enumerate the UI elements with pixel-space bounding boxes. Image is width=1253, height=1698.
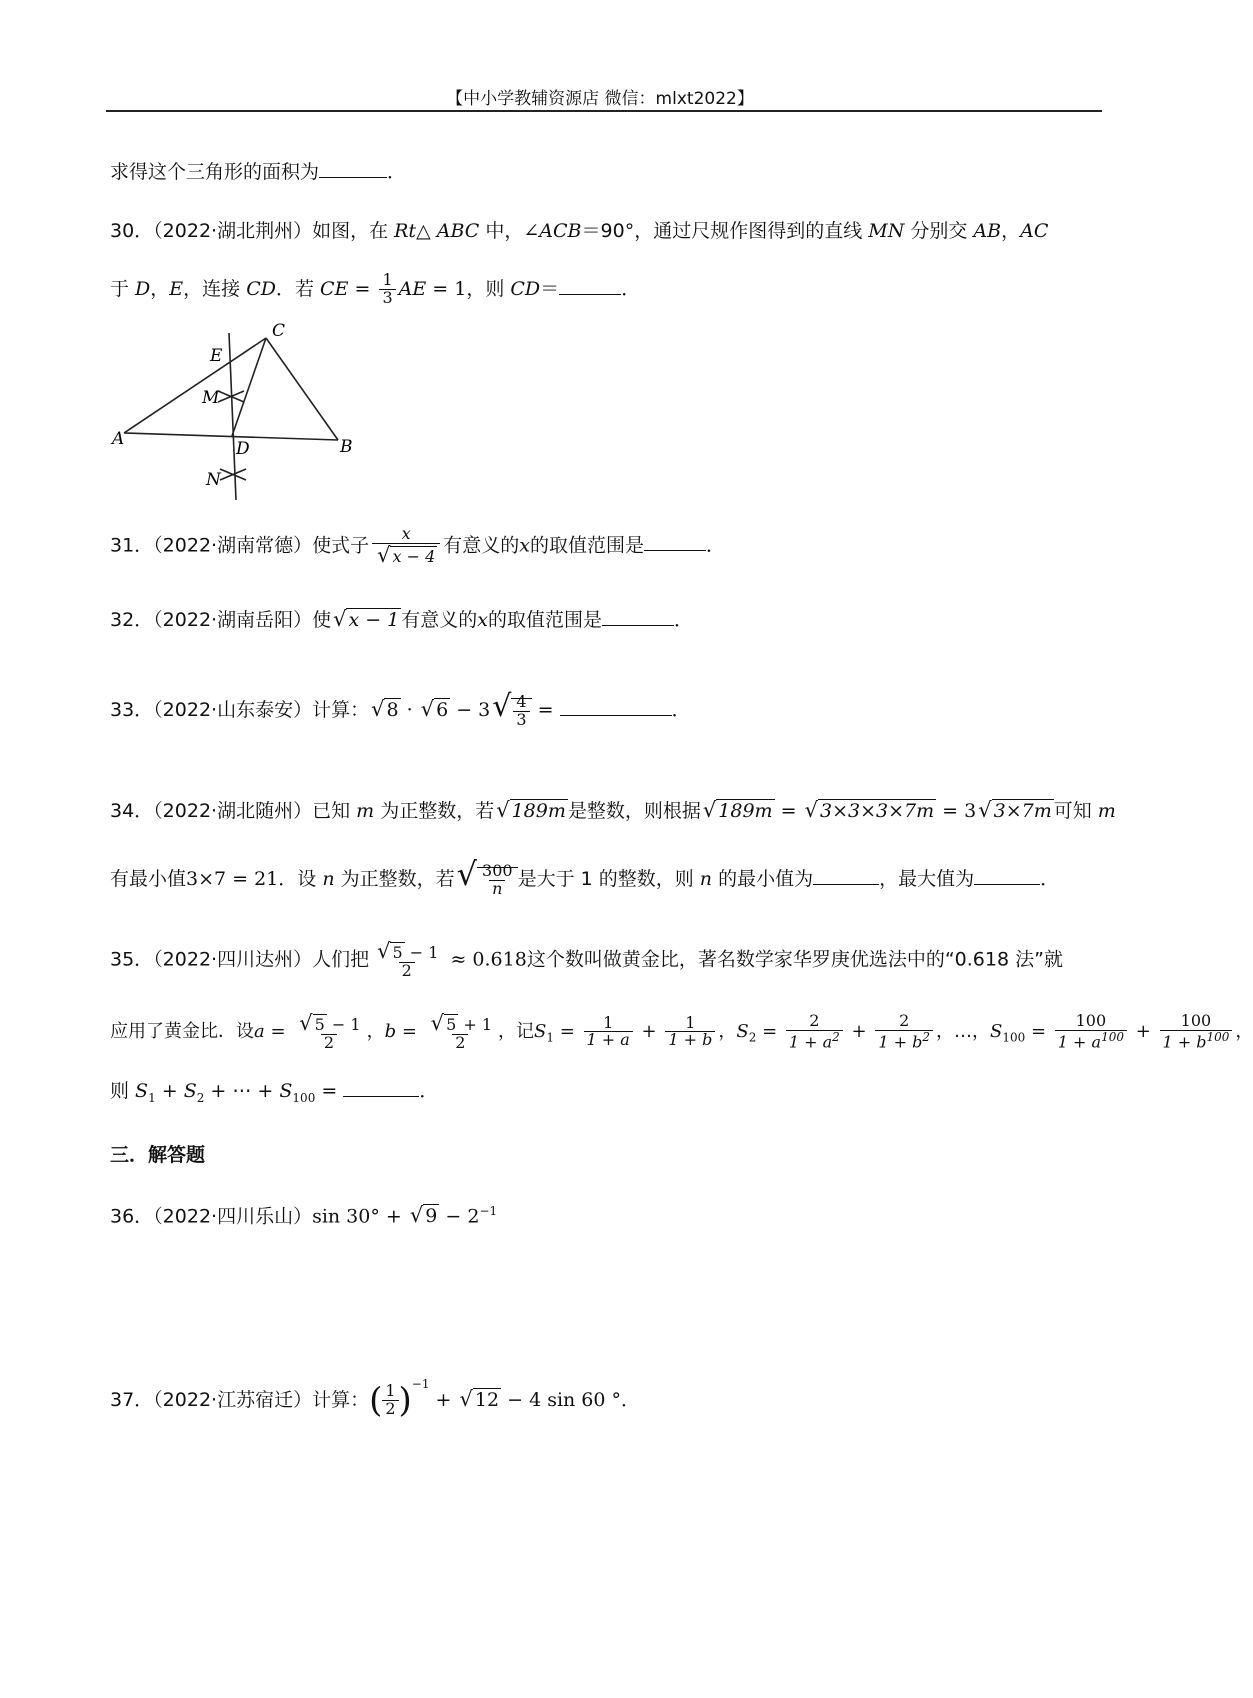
q35-s2-frac2 bbox=[875, 1010, 933, 1052]
q35-b-plus1: + 1 bbox=[458, 1015, 493, 1034]
q31-x: x bbox=[519, 534, 530, 557]
q35-s100-frac2 bbox=[1160, 1010, 1233, 1052]
q35-a-den: 2 bbox=[321, 1034, 337, 1052]
q34-sqrt-1: √ 189m bbox=[496, 798, 566, 822]
segment-cb bbox=[266, 338, 338, 440]
q37-line: 37．（2022·江苏宿迁）计算：( $\frac{1}{2}$ )$^{-1}$ + √ 12 − 4 sin 60 °． bbox=[110, 1377, 641, 1421]
q35-answer-blank bbox=[343, 1076, 419, 1097]
q37-end: ． bbox=[621, 1389, 641, 1411]
q31-text-c: 的取值范围是 bbox=[529, 534, 644, 557]
segment-ab bbox=[124, 433, 338, 440]
q30-triangle: △ ABC bbox=[416, 220, 480, 242]
q35-s100-frac1 bbox=[1055, 1010, 1127, 1052]
q29-answer-blank bbox=[319, 157, 387, 178]
segment-ac bbox=[124, 338, 266, 433]
q34-m: m bbox=[356, 800, 375, 822]
q31-radicand: x − 4 bbox=[392, 546, 436, 566]
q32-text-c: 的取值范围是 bbox=[488, 609, 603, 631]
q35-sum-s100: S bbox=[279, 1080, 293, 1102]
label-m: M bbox=[202, 388, 220, 408]
q30-end: ． bbox=[621, 277, 641, 300]
q34-n: n bbox=[322, 868, 335, 890]
q34-text-e: 有最小值 bbox=[110, 868, 187, 890]
q33-sqrt-6: √ 6 bbox=[420, 697, 449, 721]
q35-sum-s2-sub: 2 bbox=[196, 1090, 205, 1105]
q30-text-d: 分别交 bbox=[904, 220, 974, 242]
q32-radicand: x − 1 bbox=[348, 609, 400, 631]
q35-sum-s1-sub: 1 bbox=[148, 1090, 156, 1105]
q37-text-a: 37．（2022·江苏宿迁）计算： bbox=[110, 1389, 370, 1411]
q35-s2-den1: 1 + a bbox=[788, 1032, 833, 1052]
q35-sum-s2: S bbox=[183, 1080, 197, 1102]
q31-frac-num: x bbox=[401, 524, 411, 543]
q34-sqrt-4: √ 3×7m bbox=[978, 798, 1052, 822]
q33-eq: = bbox=[531, 699, 560, 721]
q30-text-i: ，则 bbox=[466, 277, 511, 300]
q30-ac: AC bbox=[1020, 220, 1049, 242]
q37-frac-num: 1 bbox=[385, 1381, 396, 1401]
q36-exponent: −1 bbox=[479, 1204, 498, 1218]
q30-answer-blank bbox=[559, 274, 621, 295]
q30-text-c: ＝90°，通过尺规作图得到的直线 bbox=[581, 220, 869, 242]
section-3-title: 三．解答题 bbox=[110, 1144, 206, 1166]
q34-text-d: 可知 bbox=[1053, 800, 1098, 822]
q35-s100-den2: 1 + b bbox=[1162, 1032, 1207, 1052]
q37-rest: − 4 sin 60 ° bbox=[501, 1389, 622, 1411]
label-e: E bbox=[210, 346, 223, 366]
q32-end: ． bbox=[674, 609, 694, 631]
q35-b-radicand: 5 bbox=[446, 1015, 457, 1034]
q35-s1: S bbox=[534, 1020, 547, 1042]
q30-angle: ∠ACB bbox=[523, 220, 582, 242]
q35-s2-sub: 2 bbox=[748, 1030, 757, 1045]
q35-s100-exp1: 100 bbox=[1101, 1029, 1124, 1044]
q34-n2: n bbox=[699, 868, 713, 890]
q37-sqrt-12: √ 12 bbox=[459, 1387, 500, 1411]
q34-text-h: 是大于 1 的整数，则 bbox=[517, 868, 700, 890]
q35-a-minus1: − 1 bbox=[326, 1015, 361, 1034]
q34-text-f: ．设 bbox=[278, 868, 323, 890]
label-n: N bbox=[206, 470, 221, 490]
q30-triangle-figure bbox=[110, 318, 360, 503]
q35-golden-frac: $\frac{√ 5 - 1}{2}$ bbox=[377, 939, 439, 981]
q35-sum-s1: S bbox=[135, 1080, 149, 1102]
q30-e: E bbox=[169, 277, 184, 300]
q30-comma: ， bbox=[1001, 220, 1021, 242]
q35-s100: S bbox=[989, 1020, 1003, 1042]
q35-s100-den1: 1 + a bbox=[1057, 1032, 1102, 1052]
label-c: C bbox=[272, 321, 286, 341]
q31-line bbox=[110, 526, 725, 566]
q35-a-frac: $\frac{√ 5 - 1}{2}$ bbox=[299, 1011, 361, 1053]
q30-rt: Rt bbox=[394, 220, 417, 242]
q37-exponent: −1 bbox=[411, 1377, 430, 1391]
q30-cd2: CD bbox=[510, 277, 541, 300]
q35-text-ji: ，记 bbox=[498, 1020, 535, 1042]
q30-mn: MN bbox=[868, 220, 905, 242]
q35-s1-den1: 1 + a bbox=[584, 1031, 633, 1049]
q37-plus: + bbox=[429, 1389, 458, 1411]
q36-text-a: 36．（2022·四川乐山） bbox=[110, 1205, 313, 1228]
q35-minus1: − 1 bbox=[404, 943, 439, 962]
label-d: D bbox=[236, 439, 250, 459]
q34-expr: 3×7 = 21 bbox=[186, 868, 279, 890]
q34-text-g: 为正整数，若 bbox=[334, 868, 455, 890]
arc-mark-n bbox=[220, 469, 246, 480]
q30-d: D bbox=[135, 277, 151, 300]
q33-text-a: 33．（2022·山东泰安）计算： bbox=[110, 699, 370, 721]
q32-text-a: 32．（2022·湖南岳阳）使 bbox=[110, 609, 332, 631]
q34-sqrt-2: √ 189m bbox=[702, 798, 773, 822]
q30-ce: CE bbox=[320, 277, 349, 300]
q30-line1 bbox=[110, 217, 1048, 245]
q34-min-blank bbox=[813, 864, 879, 885]
q32-line bbox=[110, 605, 693, 634]
q33-end: ． bbox=[671, 699, 691, 721]
q33-radicand-6: 6 bbox=[436, 699, 449, 721]
q34-text-a: 34．（2022·湖北随州）已知 bbox=[110, 800, 357, 822]
q36-expr-b: − 2 bbox=[439, 1205, 480, 1228]
q34-max-blank bbox=[974, 864, 1040, 885]
q35-s100-num2: 100 bbox=[1180, 1010, 1212, 1030]
q34-text-b: 为正整数，若 bbox=[374, 800, 495, 822]
q35-s2: S bbox=[736, 1020, 749, 1042]
q29-text: 求得这个三角形的面积为 bbox=[110, 161, 320, 183]
q30-text-g: ，连接 bbox=[183, 277, 247, 300]
q35-a-radicand: 5 bbox=[314, 1015, 325, 1034]
q33-sqrt-8: √ 8 bbox=[371, 697, 399, 721]
q35-text-a: 35．（2022·四川达州）人们把 bbox=[110, 948, 370, 971]
q35-dots: ，…， bbox=[935, 1020, 990, 1042]
q33-dot: · bbox=[400, 699, 419, 721]
q32-answer-blank bbox=[602, 605, 674, 626]
segment-cd bbox=[232, 338, 266, 436]
q32-x: x bbox=[477, 609, 489, 631]
q33-answer-blank bbox=[560, 695, 672, 716]
q36-expr-a: sin 30° + bbox=[312, 1205, 408, 1228]
q35-comma-2: ， bbox=[718, 1020, 737, 1042]
q36-line bbox=[110, 1197, 497, 1230]
q35-s100-num1: 100 bbox=[1075, 1010, 1107, 1030]
q34-sqrt-frac: √ $\frac{300}{n}$ bbox=[457, 860, 518, 897]
q35-sum-eq: = bbox=[315, 1080, 344, 1102]
q34-radicand-3: 3×3×3×7m bbox=[819, 800, 935, 822]
q35-text-d: 则 bbox=[110, 1080, 136, 1102]
q33-frac-den: 3 bbox=[513, 711, 529, 729]
q30-frac-num: 1 bbox=[382, 270, 393, 289]
q35-a-eq: a = bbox=[254, 1020, 292, 1042]
q34-text-j: ，最大值为 bbox=[879, 868, 975, 890]
q34-text-i: 的最小值为 bbox=[712, 868, 814, 890]
q35-s1-sub: 1 bbox=[546, 1030, 554, 1045]
q35-text-c: 应用了黄金比．设 bbox=[110, 1020, 254, 1042]
q34-frac-num: 300 bbox=[482, 860, 513, 880]
q33-frac-num: 4 bbox=[516, 691, 527, 711]
q35-den2: 2 bbox=[399, 962, 415, 980]
q31-end: ． bbox=[706, 534, 726, 557]
q31-sqrt: √ x − 4 bbox=[377, 542, 436, 567]
q35-approx: ≈ 0.618 bbox=[444, 948, 527, 971]
q35-s2-num2: 2 bbox=[899, 1010, 910, 1030]
q34-eq3: = 3 bbox=[936, 800, 977, 822]
q30-text-h: ．若 bbox=[276, 277, 321, 300]
q31-fraction bbox=[372, 526, 440, 566]
q35-s1-num2: 1 bbox=[685, 1012, 696, 1032]
q34-radicand-1: 189m bbox=[511, 800, 566, 822]
q30-cd: CD bbox=[246, 277, 276, 300]
q34-end: ． bbox=[1040, 868, 1060, 890]
q30-text-f: ， bbox=[150, 277, 170, 300]
q34-line1 bbox=[110, 796, 1116, 825]
q31-text-a: 31．（2022·湖南常德）使式子 bbox=[110, 534, 370, 557]
q33-minus3: − 3 bbox=[450, 699, 491, 721]
q35-sum-s100-sub: 100 bbox=[292, 1090, 316, 1105]
q34-eq: = bbox=[774, 800, 803, 822]
q30-frac-den: 3 bbox=[379, 289, 395, 307]
q35-b-frac: $\frac{√ 5 + 1}{2}$ bbox=[430, 1011, 493, 1053]
q35-b-den: 2 bbox=[452, 1034, 468, 1052]
q35-line1 bbox=[110, 940, 1063, 980]
q35-sum-rest: + ⋯ + bbox=[204, 1080, 280, 1102]
q29-end: ． bbox=[387, 161, 407, 183]
q35-s100-sub: 100 bbox=[1002, 1030, 1026, 1045]
q37-radicand: 12 bbox=[474, 1389, 500, 1411]
q35-s2-exp2: 2 bbox=[922, 1029, 930, 1044]
q34-frac-den: n bbox=[489, 880, 505, 898]
q35-line3 bbox=[110, 1076, 438, 1112]
q35-s2-den2: 1 + b bbox=[878, 1032, 923, 1052]
q35-s1-num1: 1 bbox=[603, 1012, 614, 1032]
q35-end: ． bbox=[419, 1080, 439, 1102]
q30-ab: AB bbox=[973, 220, 1002, 242]
q31-text-b: 有意义的 bbox=[443, 534, 520, 557]
q29-tail bbox=[110, 157, 406, 186]
q35-s2-num1: 2 bbox=[809, 1010, 820, 1030]
q34-sqrt-3: √ 3×3×3×7m bbox=[804, 798, 935, 822]
header-title: 【中小学教辅资源店 微信：mlxt2022】 bbox=[446, 89, 754, 109]
q35-s100-exp2: 100 bbox=[1206, 1029, 1230, 1044]
q31-answer-blank bbox=[644, 530, 706, 551]
label-a: A bbox=[112, 429, 125, 449]
q35-plus-1: + bbox=[635, 1020, 663, 1042]
q35-text-b: 这个数叫做黄金比，著名数学家华罗庚优选法中的“0.618 法”就 bbox=[526, 948, 1063, 971]
q30-text-a: 30．（2022·湖北荆州）如图，在 bbox=[110, 220, 395, 242]
q35-s2-exp1: 2 bbox=[832, 1029, 840, 1044]
q35-end-comma: ， bbox=[1235, 1020, 1253, 1042]
q35-s1-frac2 bbox=[665, 1012, 715, 1050]
q30-text-e: 于 bbox=[110, 277, 136, 300]
q33-sqrt-frac: √ $\frac{4}{3}$ bbox=[492, 693, 531, 728]
q35-plus-3: + bbox=[1129, 1020, 1157, 1042]
q35-comma-1: ， bbox=[366, 1020, 385, 1042]
q37-fraction bbox=[382, 1383, 398, 1418]
q30-eq1: = 1 bbox=[426, 277, 467, 300]
header-rule bbox=[106, 110, 1102, 112]
q34-radicand-4: 3×7m bbox=[993, 800, 1052, 822]
q36-radicand: 9 bbox=[425, 1205, 438, 1228]
q32-text-b: 有意义的 bbox=[401, 609, 478, 631]
q30-text-j: ＝ bbox=[540, 277, 560, 300]
q35-s2-frac1 bbox=[786, 1010, 843, 1052]
q37-frac-den: 2 bbox=[382, 1400, 398, 1418]
q30-ae: AE bbox=[398, 277, 427, 300]
q35-radicand-5: 5 bbox=[392, 943, 403, 962]
q35-b-eq: b = bbox=[384, 1020, 423, 1042]
q34-radicand-2: 189m bbox=[718, 800, 773, 822]
q35-s1-den2: 1 + b bbox=[665, 1031, 715, 1049]
q35-s1-frac1 bbox=[584, 1012, 633, 1050]
q30-line2 bbox=[110, 272, 640, 307]
q30-fraction bbox=[379, 272, 395, 307]
q35-line2: 应用了黄金比．设a = $\frac{√ 5 - 1}{2}$ ，b = $\frac{√ 5 + 1}{2}$ ，记$S_1$ = $\frac{1}{1 + a}$ + $\frac{1}{1 + b}$ ，$S_2$ = $\frac{2}{1 + a^2}$ + $\frac{2}{1 + b^2}$ ，…，$S_{100}$ = $\frac{100}{1 + a^{100}}$ + $\frac{100}{1 + b^{100}}$ ， bbox=[110, 1010, 1253, 1053]
q33-line bbox=[110, 689, 691, 729]
q35-sum-plus: + bbox=[155, 1080, 184, 1102]
q35-plus-2: + bbox=[845, 1020, 873, 1042]
label-b: B bbox=[340, 437, 353, 457]
q34-text-c: 是整数，则根据 bbox=[567, 800, 701, 822]
q36-sqrt-9: √ 9 bbox=[409, 1203, 438, 1228]
q34-m2: m bbox=[1097, 800, 1116, 822]
q34-line2 bbox=[110, 855, 1060, 898]
q32-sqrt: √ x − 1 bbox=[333, 607, 400, 631]
q30-eq: = bbox=[348, 277, 377, 300]
q33-radicand-8: 8 bbox=[386, 699, 399, 721]
q30-text-b: 中， bbox=[479, 220, 524, 242]
